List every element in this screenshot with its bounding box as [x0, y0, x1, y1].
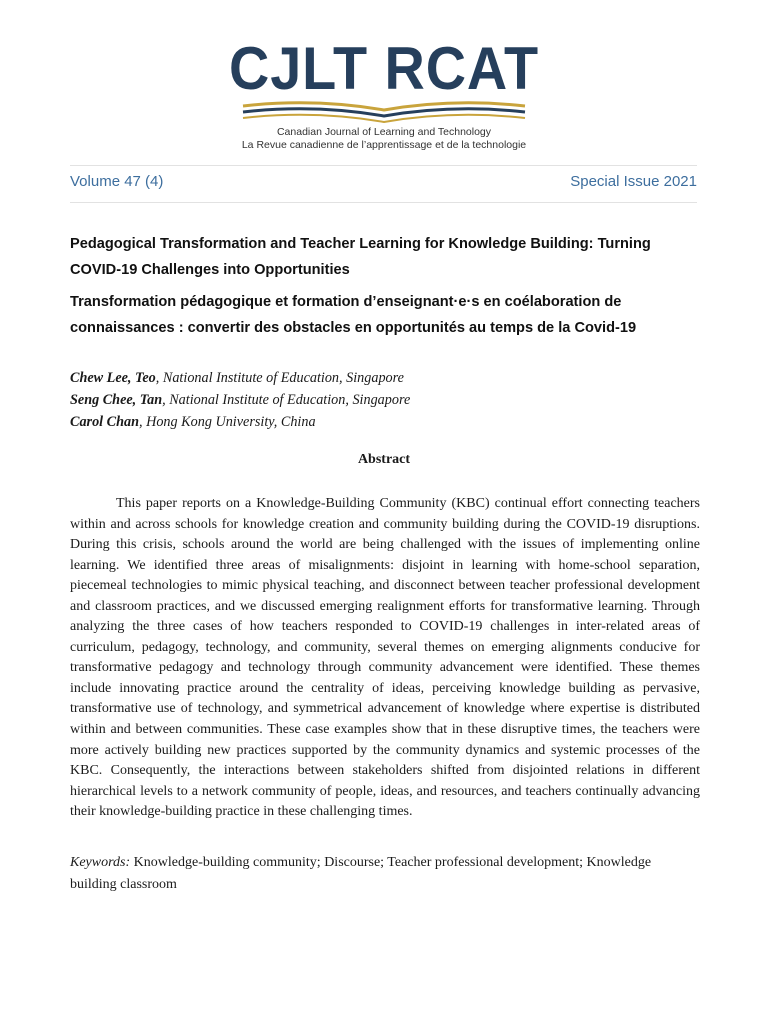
title-french: Transformation pédagogique et formation d’enseignant·e·s en coélaboration de connaissances : convertir des obstacles en opportunités au temps de la Covid-19 [70, 294, 637, 336]
author-affiliation: , National Institute of Education, Singapore [162, 392, 411, 408]
keywords-text: Knowledge-building community; Discourse; Teacher professional development; Knowledge building classroom [70, 855, 652, 892]
volume-label: Volume 47 (4) [70, 173, 164, 190]
open-book-icon [239, 100, 529, 126]
author-line [70, 367, 410, 389]
title-english: Pedagogical Transformation and Teacher Learning for Knowledge Building: Turning COVID-19 Challenges into Opportunities [70, 236, 651, 278]
author-name: Seng Chee, Tan [70, 392, 163, 408]
keywords [70, 852, 700, 896]
author-list [70, 367, 410, 433]
logo-subtitle-fr: La Revue canadienne de l’apprentissage et de la technologie [241, 139, 527, 151]
logo-wordmark: CJLT RCAT [228, 35, 540, 102]
bottom-divider [70, 202, 697, 203]
issue-info [70, 173, 697, 190]
author-name: Chew Lee, Teo [70, 370, 156, 386]
journal-logo [0, 35, 768, 152]
keywords-label: Keywords: [70, 855, 131, 870]
abstract-body: This paper reports on a Knowledge-Building Community (KBC) continual effort connecting teachers within and across schools for knowledge creation and community building during the COVID-19 disruptions. During this crisis, schools around the world are being challenged with the issues of implementing online learning. We identified three areas of misalignments: disjoint in learning with home-school separation, piecemeal technologies to mimic physical teaching, and disconnect between teacher professional development and classroom practices, and we discussed emerging realignment efforts for transformative learning. Through analyzing the three cases of how teachers responded to COVID-19 challenges in inter-related areas of curriculum, pedagogy, technology, and community, several themes on emerging alignments conducive for transformative pedagogy and technology through community advancement were identified. These themes include innovating practice around the centrality of ideas, perceiving knowledge building as pervasive, transformative use of technology, and symmetrical advancement of knowledge where expertise is distributed within and between communities. These case examples show that in these disruptive times, the teachers were more actively building new practices supported by the community dynamics and systemic processes of the KBC. Consequently, the interactions between stakeholders shifted from disjointed relations in different hierarchical levels to a network community of people, ideas, and resources, and teachers continually advancing their knowledge-building practice in these challenging times. [70, 496, 700, 820]
special-issue-label: Special Issue 2021 [570, 173, 697, 190]
top-divider [70, 165, 697, 166]
author-affiliation: , Hong Kong University, China [139, 414, 316, 430]
logo-subtitle-en: Canadian Journal of Learning and Technology [276, 126, 492, 138]
author-line [70, 389, 410, 411]
abstract-heading: Abstract [357, 452, 411, 467]
author-name: Carol Chan [70, 414, 139, 430]
author-affiliation: , National Institute of Education, Singapore [155, 370, 404, 386]
author-line [70, 411, 410, 433]
